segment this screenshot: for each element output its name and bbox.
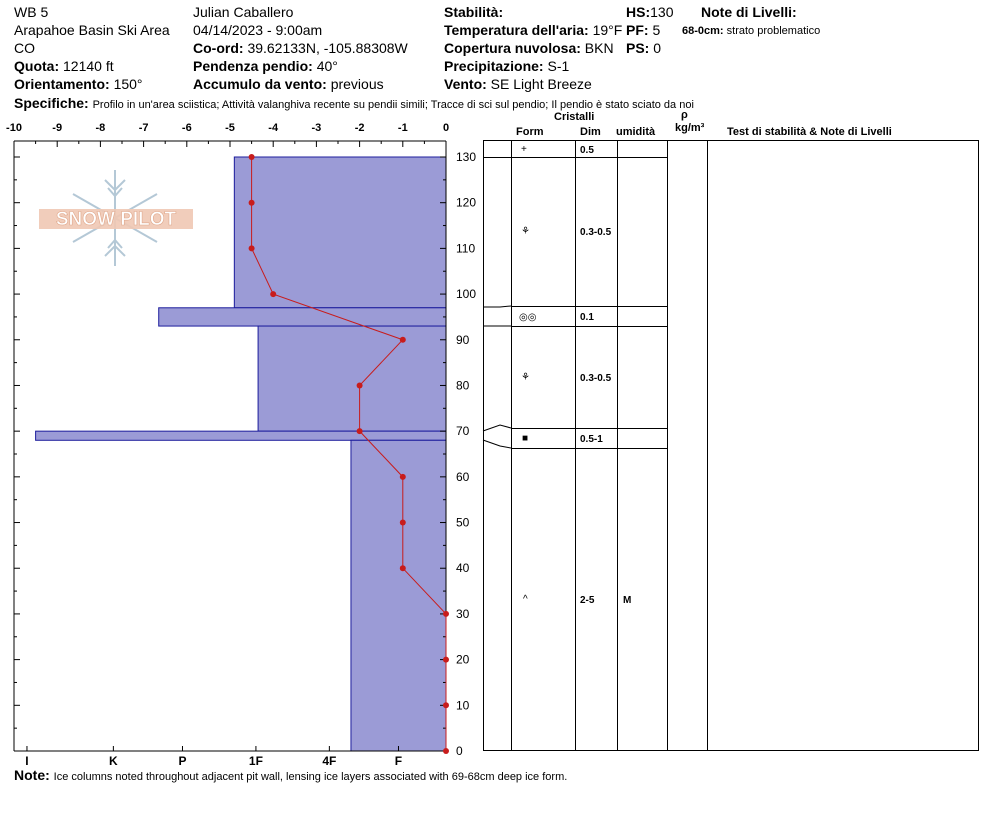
hardness-tick-label: P [178,754,187,768]
precip-label: Precipitazione: [444,58,544,74]
depth-tick-label: 20 [456,652,470,667]
temperature-point [357,382,363,388]
state-code: CO [14,40,35,56]
temp-tick-label: -7 [138,122,149,134]
hardness-tick-label: 1F [248,754,263,768]
wind-label: Vento: [444,76,487,92]
grain-size: 0.3-0.5 [580,227,612,238]
depth-tick-label: 130 [456,150,477,164]
temperature-point [443,748,449,754]
layer-notes-label: Note di Livelli: [701,4,797,20]
hardness-layer-bar [234,157,446,308]
air-temp-label: Temperatura dell'aria: [444,22,589,38]
temp-tick-label: -10 [6,122,22,134]
note-label: Note: [14,767,50,783]
aspect-value: 150° [113,76,143,92]
grain-form-icon: + [521,144,527,155]
depth-tick-label: 120 [456,195,477,210]
moisture-header: umidità [616,126,656,138]
wind-value: SE Light Breeze [490,76,592,92]
temp-tick-label: -9 [52,122,63,134]
depth-tick-label: 110 [456,241,476,256]
aspect-label: Orientamento: [14,76,110,92]
depth-tick-label: 90 [456,332,470,347]
temperature-point [357,428,363,434]
ps-value: 0 [653,40,662,56]
elevation-label: Quota: [14,58,60,74]
temperature-point [443,702,449,708]
air-temp-value: 19°F [592,22,623,38]
temp-tick-label: -1 [397,122,408,134]
depth-tick-label: 70 [456,424,470,439]
grain-size: 0.1 [580,312,594,323]
temp-tick-label: -8 [95,122,106,134]
grain-form-icon: ◎◎ [519,312,537,323]
grain-size: 0.3-0.5 [580,373,612,384]
depth-tick-label: 100 [456,287,477,302]
depth-tick-label: 60 [456,469,470,484]
layer-note-text: strato problematico [726,25,821,37]
temperature-point [249,245,255,251]
temperature-point [249,200,255,206]
depth-tick-label: 50 [456,515,470,530]
coords-value: 39.62133N, -105.88308W [247,40,408,56]
note-text: Ice columns noted throughout adjacent pit wall, lensing ice layers associated with 69-68cm deep ice form. [53,771,568,783]
site-code: WB 5 [14,4,49,20]
grain-size: 0.5 [580,145,594,156]
hs-value: 130 [650,4,674,20]
temperature-point [400,520,406,526]
precip-value: S-1 [547,58,570,74]
temperature-point [443,657,449,663]
stability-notes-header: Test di stabilità & Note di Livelli [727,126,892,138]
hardness-layer-bar [36,431,446,440]
temp-tick-label: -4 [268,122,279,134]
temp-tick-label: -3 [311,122,322,134]
temperature-point [400,474,406,480]
elevation-value: 12140 ft [63,58,114,74]
temperature-point [443,611,449,617]
temp-tick-label: -2 [354,122,365,134]
depth-tick-label: 40 [456,561,470,576]
logo-text: SNOW PILOT [55,209,177,230]
specifics-text: Profilo in un'area sciistica; Attività valanghiva recente su pendii simili; Tracce di sci sul pendio; Il pendio è stato sciato da noi [92,99,694,111]
grain-form-icon: ⚘ [521,226,530,237]
specifics-label: Specifiche: [14,95,89,111]
observer-name: Julian Caballero [193,4,294,20]
hs-label: HS: [626,4,651,20]
layer-note-depth: 68-0cm: [682,25,724,37]
hardness-layer-bar [159,308,446,326]
wind-loading-value: previous [330,76,384,92]
footer-note [14,767,567,784]
size-header: Dim [580,126,601,138]
hardness-tick-label: F [394,754,403,768]
wind-loading-label: Accumulo da vento: [193,76,327,92]
location-name: Arapahoe Basin Ski Area [14,22,170,38]
sky-value: BKN [584,40,614,56]
temperature-point [400,565,406,571]
temperature-point [270,291,276,297]
density-symbol: ρ [681,109,688,121]
observation-datetime: 04/14/2023 - 9:00am [193,22,323,38]
depth-tick-label: 0 [456,744,463,758]
temperature-point [400,337,406,343]
grain-form-icon: ■ [522,433,529,444]
crystals-header: Cristalli [554,111,595,123]
stability-label: Stabilità: [444,4,504,20]
pf-label: PF: [626,22,649,38]
grain-moisture: M [623,595,632,606]
grain-size: 2-5 [580,595,595,606]
ps-label: PS: [626,40,650,56]
depth-tick-label: 10 [456,698,470,713]
temp-tick-label: -5 [225,122,235,134]
slope-value: 40° [316,58,338,74]
hardness-tick-label: I [25,754,29,768]
pf-value: 5 [652,22,661,38]
hardness-tick-label: K [109,754,118,768]
slope-label: Pendenza pendio: [193,58,313,74]
grain-form-icon: ^ [523,594,528,605]
temperature-point [249,154,255,160]
coords-label: Co-ord: [193,40,244,56]
grain-form-icon: ⚘ [521,372,530,383]
sky-label: Copertura nuvolosa: [444,40,581,56]
temp-tick-label: -6 [181,122,192,134]
hardness-tick-label: 4F [322,754,337,768]
hardness-layer-bar [351,440,446,751]
depth-tick-label: 80 [456,378,470,393]
form-header: Form [516,126,544,138]
grain-size: 0.5-1 [580,434,603,445]
density-unit: kg/m³ [675,122,705,134]
depth-tick-label: 30 [456,606,470,621]
hardness-layer-bar [258,326,446,431]
temp-tick-label: 0 [442,122,450,134]
